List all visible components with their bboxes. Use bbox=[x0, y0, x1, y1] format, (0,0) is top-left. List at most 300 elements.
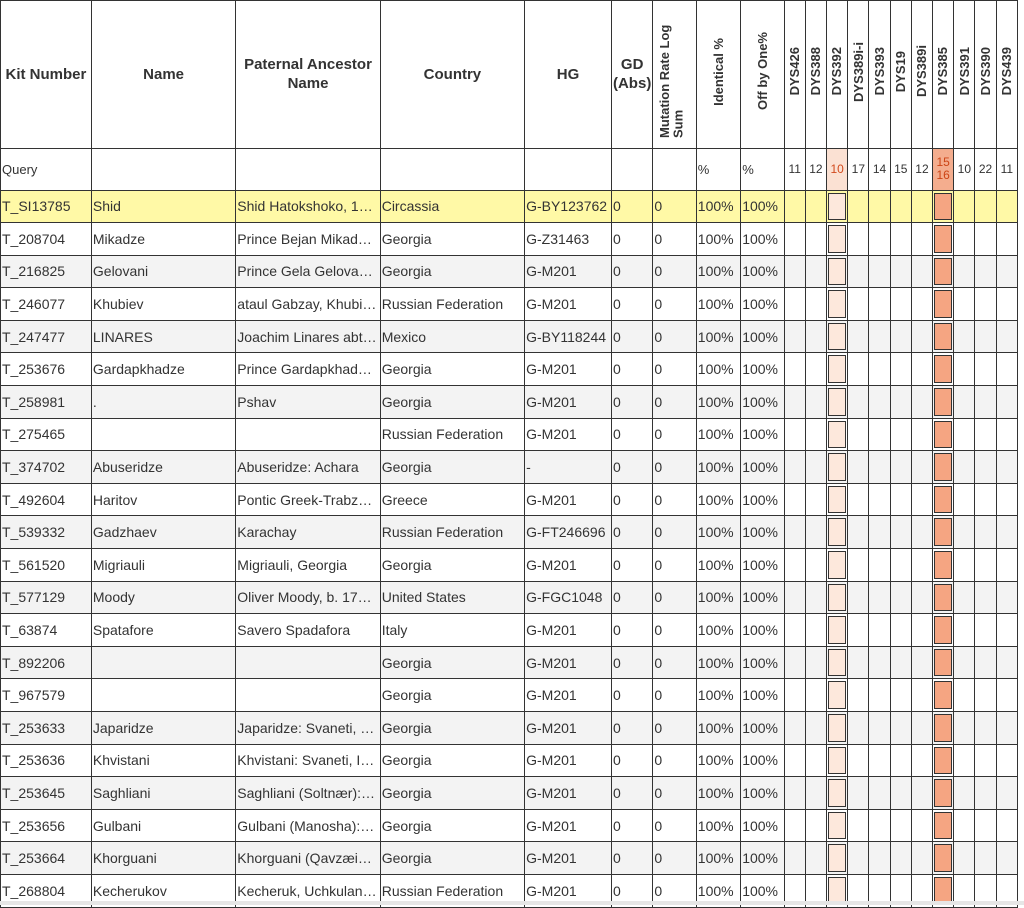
hg-cell: G-Z31463 bbox=[525, 223, 612, 256]
marker-cell bbox=[890, 549, 911, 582]
marker-cell bbox=[954, 190, 975, 223]
marker-match-box bbox=[828, 812, 846, 840]
marker-cell bbox=[848, 255, 869, 288]
marker-cell bbox=[933, 744, 954, 777]
off-by-one-cell: 100% bbox=[741, 809, 784, 842]
marker-mismatch-box bbox=[934, 747, 952, 775]
gd-cell: 0 bbox=[611, 712, 652, 745]
identical-cell: 100% bbox=[696, 320, 740, 353]
hg-cell: - bbox=[525, 451, 612, 484]
marker-cell bbox=[933, 809, 954, 842]
hg-cell: G-M201 bbox=[525, 679, 612, 712]
mutation-rate-cell: 0 bbox=[653, 418, 696, 451]
kit-number-cell: T_268804 bbox=[1, 874, 92, 907]
marker-cell bbox=[805, 483, 826, 516]
kit-number-cell: T_253664 bbox=[1, 842, 92, 875]
table-row[interactable] bbox=[1, 386, 1018, 419]
marker-cell bbox=[933, 712, 954, 745]
kit-number-cell: T_492604 bbox=[1, 483, 92, 516]
marker-cell bbox=[869, 516, 890, 549]
marker-cell bbox=[805, 614, 826, 647]
marker-cell bbox=[869, 320, 890, 353]
marker-cell bbox=[805, 809, 826, 842]
marker-cell bbox=[827, 646, 848, 679]
marker-cell bbox=[827, 190, 848, 223]
marker-header[interactable] bbox=[890, 1, 911, 149]
marker-cell bbox=[890, 744, 911, 777]
table-row[interactable] bbox=[1, 190, 1018, 223]
paternal-ancestor-cell: Joachim Linares abt… bbox=[236, 320, 380, 353]
gd-cell: 0 bbox=[611, 874, 652, 907]
marker-header-label: DYS426 bbox=[786, 47, 802, 96]
name-cell: Gadzhaev bbox=[91, 516, 235, 549]
marker-cell bbox=[784, 744, 805, 777]
table-row[interactable] bbox=[1, 646, 1018, 679]
marker-cell bbox=[890, 255, 911, 288]
marker-cell bbox=[911, 581, 932, 614]
off-by-one-cell: 100% bbox=[741, 288, 784, 321]
marker-header[interactable] bbox=[996, 1, 1017, 149]
kit-number-cell: T_275465 bbox=[1, 418, 92, 451]
name-header[interactable]: Name bbox=[91, 1, 235, 149]
kit-number-cell: T_216825 bbox=[1, 255, 92, 288]
name-cell: Kecherukov bbox=[91, 874, 235, 907]
hg-cell: G-M201 bbox=[525, 614, 612, 647]
country-cell: Greece bbox=[380, 483, 524, 516]
marker-cell bbox=[848, 320, 869, 353]
marker-match-box bbox=[828, 421, 846, 449]
query-marker-value: 12 bbox=[805, 148, 826, 190]
name-cell bbox=[91, 679, 235, 712]
identical-cell: 100% bbox=[696, 386, 740, 419]
kit-number-cell: T_258981 bbox=[1, 386, 92, 419]
marker-mismatch-box bbox=[934, 551, 952, 579]
gd-cell: 0 bbox=[611, 483, 652, 516]
off-by-one-cell: 100% bbox=[741, 223, 784, 256]
name-cell: Moody bbox=[91, 581, 235, 614]
paternal-ancestor-cell bbox=[236, 679, 380, 712]
marker-cell bbox=[996, 320, 1017, 353]
marker-cell bbox=[954, 255, 975, 288]
marker-cell bbox=[805, 451, 826, 484]
marker-header-label: DYS392 bbox=[829, 47, 845, 96]
marker-cell bbox=[911, 451, 932, 484]
marker-cell bbox=[975, 288, 996, 321]
marker-cell bbox=[890, 581, 911, 614]
hg-cell: G-M201 bbox=[525, 255, 612, 288]
horizontal-scrollbar[interactable] bbox=[0, 901, 1024, 905]
marker-cell bbox=[890, 451, 911, 484]
kit-number-cell: T_892206 bbox=[1, 646, 92, 679]
identical-cell: 100% bbox=[696, 516, 740, 549]
marker-header[interactable] bbox=[869, 1, 890, 149]
marker-match-box bbox=[828, 714, 846, 742]
table-row[interactable] bbox=[1, 418, 1018, 451]
name-cell: Saghliani bbox=[91, 777, 235, 810]
off-by-one-cell: 100% bbox=[741, 646, 784, 679]
table-row[interactable] bbox=[1, 679, 1018, 712]
query-marker-value: 15 16 bbox=[933, 148, 954, 190]
country-cell: Georgia bbox=[380, 744, 524, 777]
marker-header-label: DYS390 bbox=[977, 47, 993, 96]
table-row[interactable] bbox=[1, 483, 1018, 516]
name-cell: LINARES bbox=[91, 320, 235, 353]
query-empty-cell bbox=[653, 148, 696, 190]
marker-cell bbox=[996, 255, 1017, 288]
marker-cell bbox=[848, 483, 869, 516]
marker-cell bbox=[848, 223, 869, 256]
marker-cell bbox=[784, 451, 805, 484]
marker-cell bbox=[975, 483, 996, 516]
marker-cell bbox=[975, 190, 996, 223]
marker-cell bbox=[784, 190, 805, 223]
marker-cell bbox=[890, 516, 911, 549]
marker-cell bbox=[869, 809, 890, 842]
mutation-rate-cell: 0 bbox=[653, 223, 696, 256]
identical-header[interactable] bbox=[696, 1, 740, 149]
marker-cell bbox=[848, 809, 869, 842]
mutation-rate-cell: 0 bbox=[653, 679, 696, 712]
marker-mismatch-box bbox=[934, 258, 952, 286]
marker-cell bbox=[954, 809, 975, 842]
marker-cell bbox=[805, 581, 826, 614]
marker-cell bbox=[975, 581, 996, 614]
marker-cell bbox=[996, 353, 1017, 386]
name-cell: Japaridze bbox=[91, 712, 235, 745]
identical-cell: 100% bbox=[696, 646, 740, 679]
kit-number-cell: T_253645 bbox=[1, 777, 92, 810]
marker-cell bbox=[827, 614, 848, 647]
marker-cell bbox=[848, 744, 869, 777]
query-label: Query bbox=[1, 148, 92, 190]
gd-cell: 0 bbox=[611, 581, 652, 614]
mutation-rate-header[interactable] bbox=[653, 1, 696, 149]
marker-header[interactable] bbox=[848, 1, 869, 149]
off-by-one-cell: 100% bbox=[741, 386, 784, 419]
marker-cell bbox=[996, 223, 1017, 256]
hg-header[interactable]: HG bbox=[525, 1, 612, 149]
marker-cell bbox=[805, 288, 826, 321]
marker-cell bbox=[890, 777, 911, 810]
table-row[interactable] bbox=[1, 320, 1018, 353]
marker-header[interactable] bbox=[784, 1, 805, 149]
marker-mismatch-box bbox=[934, 779, 952, 807]
table-row[interactable] bbox=[1, 581, 1018, 614]
marker-header-label: DYS388 bbox=[808, 47, 824, 96]
marker-cell bbox=[890, 223, 911, 256]
marker-cell bbox=[869, 255, 890, 288]
marker-cell bbox=[933, 549, 954, 582]
country-cell: Georgia bbox=[380, 451, 524, 484]
marker-match-box bbox=[828, 616, 846, 644]
marker-cell bbox=[954, 712, 975, 745]
marker-cell bbox=[805, 255, 826, 288]
marker-header[interactable] bbox=[975, 1, 996, 149]
country-header[interactable]: Country bbox=[380, 1, 524, 149]
marker-cell bbox=[975, 353, 996, 386]
table-row[interactable] bbox=[1, 549, 1018, 582]
query-empty-cell bbox=[236, 148, 380, 190]
query-marker-value: 17 bbox=[848, 148, 869, 190]
name-cell: Shid bbox=[91, 190, 235, 223]
identical-cell: 100% bbox=[696, 483, 740, 516]
table-row[interactable] bbox=[1, 353, 1018, 386]
marker-cell bbox=[954, 288, 975, 321]
marker-cell bbox=[805, 744, 826, 777]
marker-cell bbox=[848, 418, 869, 451]
kit-number-cell: T_208704 bbox=[1, 223, 92, 256]
marker-cell bbox=[827, 679, 848, 712]
marker-match-box bbox=[828, 551, 846, 579]
marker-match-box bbox=[828, 779, 846, 807]
marker-cell bbox=[975, 386, 996, 419]
off-by-one-cell: 100% bbox=[741, 353, 784, 386]
marker-cell bbox=[954, 516, 975, 549]
marker-cell bbox=[805, 646, 826, 679]
country-cell: Georgia bbox=[380, 679, 524, 712]
paternal-ancestor-header[interactable]: Paternal Ancestor Name bbox=[236, 1, 380, 149]
marker-cell bbox=[996, 418, 1017, 451]
gd-cell: 0 bbox=[611, 190, 652, 223]
marker-cell bbox=[996, 809, 1017, 842]
marker-cell bbox=[996, 451, 1017, 484]
marker-mismatch-box bbox=[934, 681, 952, 709]
marker-cell bbox=[996, 190, 1017, 223]
marker-cell bbox=[911, 320, 932, 353]
marker-cell bbox=[890, 679, 911, 712]
table-row[interactable] bbox=[1, 744, 1018, 777]
marker-header[interactable] bbox=[954, 1, 975, 149]
query-marker-value: 11 bbox=[996, 148, 1017, 190]
marker-cell bbox=[911, 483, 932, 516]
country-cell: United States bbox=[380, 581, 524, 614]
marker-mismatch-box bbox=[934, 649, 952, 677]
marker-header[interactable] bbox=[805, 1, 826, 149]
marker-match-box bbox=[828, 681, 846, 709]
marker-header[interactable] bbox=[911, 1, 932, 149]
gd-cell: 0 bbox=[611, 288, 652, 321]
marker-cell bbox=[827, 418, 848, 451]
country-cell: Russian Federation bbox=[380, 874, 524, 907]
marker-cell bbox=[869, 744, 890, 777]
kit-number-cell: T_577129 bbox=[1, 581, 92, 614]
gd-cell: 0 bbox=[611, 223, 652, 256]
paternal-ancestor-cell: Karachay bbox=[236, 516, 380, 549]
query-empty-cell bbox=[380, 148, 524, 190]
marker-cell bbox=[848, 777, 869, 810]
marker-cell bbox=[890, 418, 911, 451]
table-row[interactable] bbox=[1, 255, 1018, 288]
marker-cell bbox=[827, 288, 848, 321]
kit-number-header[interactable]: Kit Number bbox=[1, 1, 92, 149]
marker-cell bbox=[975, 842, 996, 875]
marker-match-box bbox=[828, 584, 846, 612]
marker-cell bbox=[805, 549, 826, 582]
marker-cell bbox=[975, 712, 996, 745]
marker-cell bbox=[827, 809, 848, 842]
off-by-one-cell: 100% bbox=[741, 549, 784, 582]
marker-cell bbox=[954, 842, 975, 875]
query-marker-value: 11 bbox=[784, 148, 805, 190]
table-row[interactable] bbox=[1, 777, 1018, 810]
hg-cell: G-M201 bbox=[525, 353, 612, 386]
kit-number-cell: T_539332 bbox=[1, 516, 92, 549]
marker-cell bbox=[911, 255, 932, 288]
off-by-one-header-label: Off by One% bbox=[754, 32, 770, 111]
hg-cell: G-FGC1048 bbox=[525, 581, 612, 614]
mutation-rate-cell: 0 bbox=[653, 516, 696, 549]
paternal-ancestor-cell: Shid Hatokshoko, 1… bbox=[236, 190, 380, 223]
marker-cell bbox=[996, 386, 1017, 419]
marker-match-box bbox=[828, 649, 846, 677]
name-cell: Khvistani bbox=[91, 744, 235, 777]
paternal-ancestor-cell: Gulbani (Manosha):… bbox=[236, 809, 380, 842]
marker-cell bbox=[869, 549, 890, 582]
hg-cell: G-M201 bbox=[525, 744, 612, 777]
paternal-ancestor-cell: Khorguani (Qavzæi… bbox=[236, 842, 380, 875]
hg-cell: G-M201 bbox=[525, 809, 612, 842]
marker-cell bbox=[784, 614, 805, 647]
marker-cell bbox=[827, 842, 848, 875]
marker-cell bbox=[784, 516, 805, 549]
name-cell: Khubiev bbox=[91, 288, 235, 321]
table-row[interactable] bbox=[1, 516, 1018, 549]
paternal-ancestor-cell: Savero Spadafora bbox=[236, 614, 380, 647]
identical-cell: 100% bbox=[696, 549, 740, 582]
kit-number-cell: T_253633 bbox=[1, 712, 92, 745]
marker-cell bbox=[869, 842, 890, 875]
marker-mismatch-box bbox=[934, 616, 952, 644]
gd-header[interactable]: GD (Abs) bbox=[611, 1, 652, 149]
country-cell: Russian Federation bbox=[380, 288, 524, 321]
marker-cell bbox=[911, 288, 932, 321]
marker-cell bbox=[996, 679, 1017, 712]
marker-mismatch-box bbox=[934, 518, 952, 546]
hg-cell: G-M201 bbox=[525, 549, 612, 582]
identical-cell: 100% bbox=[696, 255, 740, 288]
marker-cell bbox=[890, 386, 911, 419]
mutation-rate-cell: 0 bbox=[653, 842, 696, 875]
name-cell: Migriauli bbox=[91, 549, 235, 582]
marker-match-box bbox=[828, 193, 846, 221]
marker-cell bbox=[890, 353, 911, 386]
gd-cell: 0 bbox=[611, 744, 652, 777]
marker-cell bbox=[911, 842, 932, 875]
off-by-one-cell: 100% bbox=[741, 614, 784, 647]
country-cell: Georgia bbox=[380, 223, 524, 256]
header-row bbox=[1, 1, 1018, 149]
identical-cell: 100% bbox=[696, 842, 740, 875]
table-row[interactable] bbox=[1, 223, 1018, 256]
query-marker-value: 15 bbox=[890, 148, 911, 190]
marker-cell bbox=[954, 353, 975, 386]
marker-cell bbox=[933, 842, 954, 875]
paternal-ancestor-cell: Prince Gardapkhad… bbox=[236, 353, 380, 386]
paternal-ancestor-cell: ataul Gabzay, Khubi… bbox=[236, 288, 380, 321]
marker-cell bbox=[848, 549, 869, 582]
gd-cell: 0 bbox=[611, 255, 652, 288]
mutation-rate-cell: 0 bbox=[653, 646, 696, 679]
off-by-one-cell: 100% bbox=[741, 320, 784, 353]
mutation-rate-cell: 0 bbox=[653, 614, 696, 647]
identical-cell: 100% bbox=[696, 744, 740, 777]
table-row[interactable] bbox=[1, 451, 1018, 484]
name-cell: Gelovani bbox=[91, 255, 235, 288]
marker-cell bbox=[784, 809, 805, 842]
table-row[interactable] bbox=[1, 842, 1018, 875]
marker-mismatch-box bbox=[934, 193, 952, 221]
marker-cell bbox=[869, 288, 890, 321]
table-row[interactable] bbox=[1, 614, 1018, 647]
gd-cell: 0 bbox=[611, 842, 652, 875]
marker-header[interactable] bbox=[827, 1, 848, 149]
marker-cell bbox=[933, 483, 954, 516]
marker-cell bbox=[869, 223, 890, 256]
mutation-rate-cell: 0 bbox=[653, 255, 696, 288]
table-row[interactable] bbox=[1, 288, 1018, 321]
country-cell: Georgia bbox=[380, 777, 524, 810]
marker-cell bbox=[848, 712, 869, 745]
table-row[interactable] bbox=[1, 809, 1018, 842]
query-marker-value: 14 bbox=[869, 148, 890, 190]
marker-cell bbox=[784, 646, 805, 679]
marker-cell bbox=[827, 712, 848, 745]
marker-header[interactable] bbox=[933, 1, 954, 149]
marker-cell bbox=[784, 679, 805, 712]
off-by-one-header[interactable] bbox=[741, 1, 784, 149]
marker-cell bbox=[805, 777, 826, 810]
country-cell: Georgia bbox=[380, 646, 524, 679]
marker-cell bbox=[869, 581, 890, 614]
name-cell: Gardapkhadze bbox=[91, 353, 235, 386]
country-cell: Russian Federation bbox=[380, 516, 524, 549]
marker-cell bbox=[996, 712, 1017, 745]
name-cell bbox=[91, 646, 235, 679]
marker-cell bbox=[805, 712, 826, 745]
marker-cell bbox=[954, 320, 975, 353]
hg-cell: G-BY118244 bbox=[525, 320, 612, 353]
marker-cell bbox=[911, 614, 932, 647]
marker-cell bbox=[848, 516, 869, 549]
mutation-rate-cell: 0 bbox=[653, 809, 696, 842]
identical-cell: 100% bbox=[696, 679, 740, 712]
marker-cell bbox=[805, 679, 826, 712]
country-cell: Georgia bbox=[380, 353, 524, 386]
marker-cell bbox=[805, 418, 826, 451]
marker-cell bbox=[869, 777, 890, 810]
marker-cell bbox=[933, 679, 954, 712]
off-by-one-cell: 100% bbox=[741, 190, 784, 223]
marker-cell bbox=[954, 549, 975, 582]
marker-cell bbox=[911, 386, 932, 419]
marker-cell bbox=[784, 712, 805, 745]
marker-header-label: DYS393 bbox=[871, 47, 887, 96]
marker-cell bbox=[890, 809, 911, 842]
off-by-one-cell: 100% bbox=[741, 744, 784, 777]
marker-cell bbox=[911, 809, 932, 842]
marker-cell bbox=[975, 809, 996, 842]
gd-cell: 0 bbox=[611, 777, 652, 810]
marker-cell bbox=[911, 549, 932, 582]
identical-cell: 100% bbox=[696, 777, 740, 810]
table-row[interactable] bbox=[1, 712, 1018, 745]
marker-cell bbox=[954, 581, 975, 614]
gd-cell: 0 bbox=[611, 386, 652, 419]
marker-cell bbox=[975, 320, 996, 353]
marker-cell bbox=[848, 614, 869, 647]
marker-header-label: DYS391 bbox=[956, 47, 972, 96]
identical-cell: 100% bbox=[696, 288, 740, 321]
